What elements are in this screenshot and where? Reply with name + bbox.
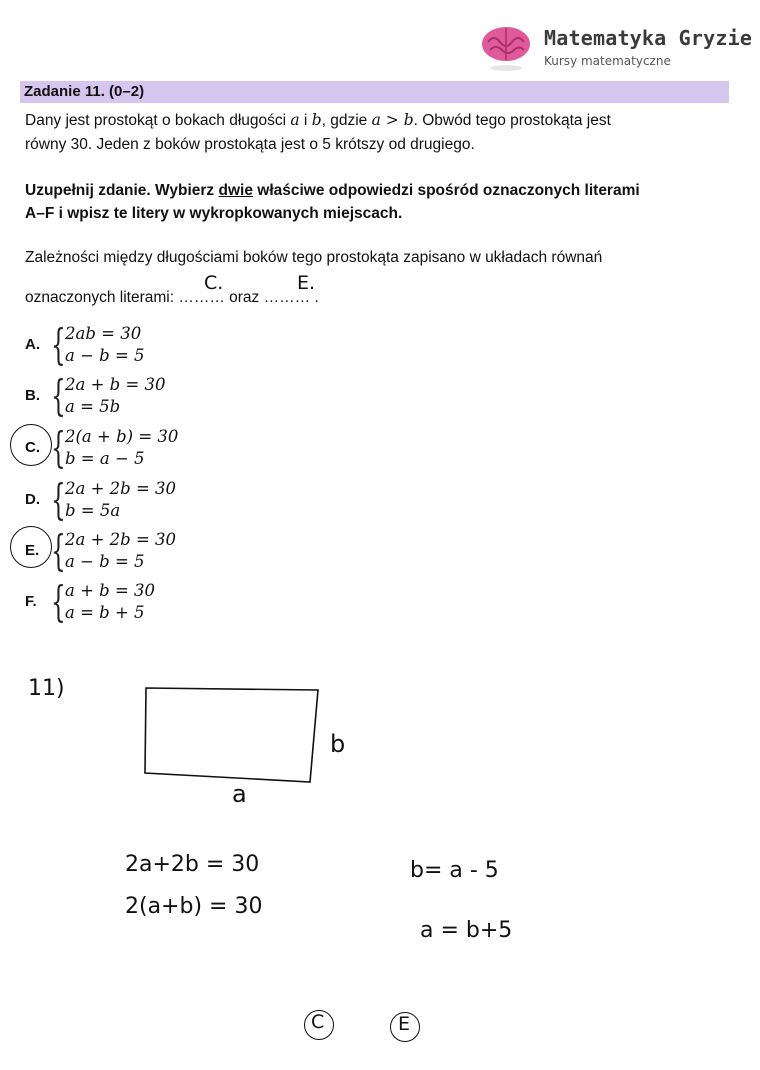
- handwritten-equation-4: a = b+5: [420, 918, 513, 943]
- handwritten-equation-2: 2(a+b) = 30: [125, 894, 263, 919]
- handwritten-task-number: 11): [28, 676, 65, 701]
- final-answer-e: E: [398, 1013, 411, 1035]
- sentence-line-2: oznaczonych literami: ……… oraz ……… .: [25, 289, 319, 306]
- final-answer-c: C: [311, 1011, 325, 1033]
- logo-title: Matematyka Gryzie: [544, 26, 753, 50]
- handwritten-answer-1: C.: [204, 272, 224, 294]
- label-side-a: a: [232, 780, 247, 808]
- handwritten-equation-3: b= a - 5: [410, 858, 499, 883]
- label-side-b: b: [330, 730, 346, 758]
- answer-blank-1[interactable]: ………: [178, 289, 225, 306]
- instruction-line-1: Uzupełnij zdanie. Wybierz dwie właściwe odpowiedzi spośród oznaczonych literami: [25, 182, 640, 199]
- logo-subtitle: Kursy matematyczne: [544, 54, 671, 68]
- handwritten-answer-2: E.: [297, 272, 316, 294]
- task-title: Zadanie 11. (0–2): [24, 83, 145, 100]
- handwritten-equation-1: 2a+2b = 30: [125, 852, 260, 877]
- sentence-line-1: Zależności między długościami boków tego prostokąta zapisano w układach równań: [25, 249, 603, 266]
- instruction-line-2: A–F i wpisz te litery w wykropkowanych miejscach.: [25, 205, 403, 222]
- answer-blank-2[interactable]: ……… .: [263, 289, 319, 306]
- intro-line-2: równy 30. Jeden z boków prostokąta jest o 5 krótszy od drugiego.: [25, 136, 475, 153]
- intro-line-1: Dany jest prostokąt o bokach długości a i b, gdzie a > b. Obwód tego prostokąta jest: [25, 111, 611, 129]
